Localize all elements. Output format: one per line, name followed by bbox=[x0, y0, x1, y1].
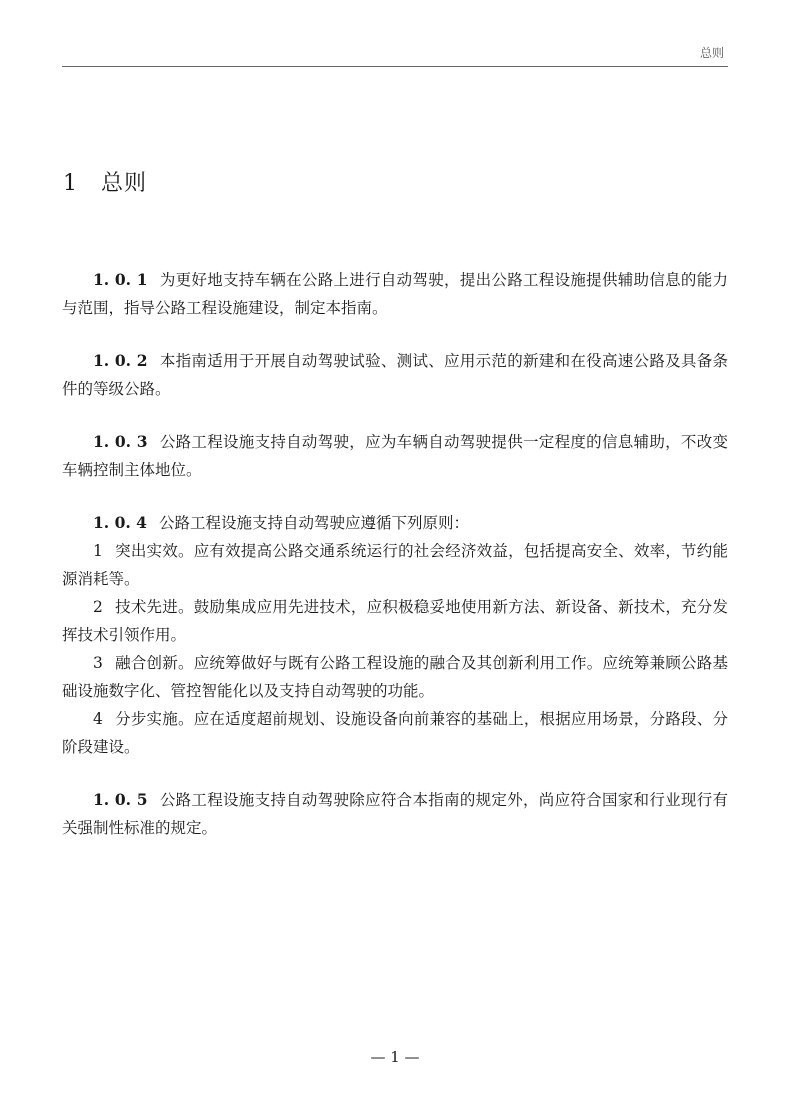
clause-text: 为更好地支持车辆在公路上进行自动驾驶，提出公路工程设施提供辅助信息的能力与范围，指导公路工程设施建设，制定本指南。 bbox=[62, 271, 728, 317]
item-text: 突出实效。应有效提高公路交通系统运行的社会经济效益，包括提高安全、效率，节约能源消耗等。 bbox=[62, 542, 728, 588]
list-item bbox=[62, 705, 728, 761]
clause-1-0-4 bbox=[62, 509, 728, 537]
chapter-number: 1 bbox=[63, 171, 78, 196]
clause-1-0-2 bbox=[62, 347, 728, 403]
principle-list bbox=[62, 537, 728, 761]
page-number: — 1 — bbox=[370, 1048, 420, 1066]
clause-text: 公路工程设施支持自动驾驶除应符合本指南的规定外，尚应符合国家和行业现行有关强制性标准的规定。 bbox=[62, 791, 728, 837]
list-item bbox=[62, 649, 728, 705]
clause-number: 1. 0. 5 bbox=[93, 790, 148, 809]
clause-text: 公路工程设施支持自动驾驶应遵循下列原则： bbox=[158, 514, 469, 532]
clause-text: 本指南适用于开展自动驾驶试验、测试、应用示范的新建和在役高速公路及具备条件的等级公路。 bbox=[62, 352, 728, 398]
chapter-title bbox=[63, 166, 147, 197]
clause-number: 1. 0. 2 bbox=[93, 351, 148, 370]
clause-number: 1. 0. 1 bbox=[93, 270, 148, 289]
item-number: 1 bbox=[93, 542, 103, 560]
item-text: 分步实施。应在适度超前规划、设施设备向前兼容的基础上，根据应用场景，分路段、分阶段建设。 bbox=[62, 710, 728, 756]
item-number: 2 bbox=[93, 598, 103, 616]
clause-1-0-1 bbox=[62, 266, 728, 322]
clause-1-0-5 bbox=[62, 786, 728, 842]
item-text: 技术先进。鼓励集成应用先进技术，应积极稳妥地使用新方法、新设备、新技术，充分发挥技术引领作用。 bbox=[62, 598, 728, 644]
item-number: 4 bbox=[93, 710, 103, 728]
item-text: 融合创新。应统筹做好与既有公路工程设施的融合及其创新利用工作。应统筹兼顾公路基础设施数字化、管控智能化以及支持自动驾驶的功能。 bbox=[62, 654, 728, 700]
clause-text: 公路工程设施支持自动驾驶，应为车辆自动驾驶提供一定程度的信息辅助，不改变车辆控制主体地位。 bbox=[62, 433, 728, 479]
running-header: 总则 bbox=[699, 46, 724, 60]
body-text bbox=[62, 266, 728, 867]
header-rule bbox=[62, 66, 728, 67]
list-item bbox=[62, 593, 728, 649]
clause-number: 1. 0. 3 bbox=[93, 432, 148, 451]
chapter-title-text: 总则 bbox=[101, 171, 148, 196]
clause-1-0-3 bbox=[62, 428, 728, 484]
item-number: 3 bbox=[93, 654, 103, 672]
list-item bbox=[62, 537, 728, 593]
clause-number: 1. 0. 4 bbox=[93, 513, 147, 532]
